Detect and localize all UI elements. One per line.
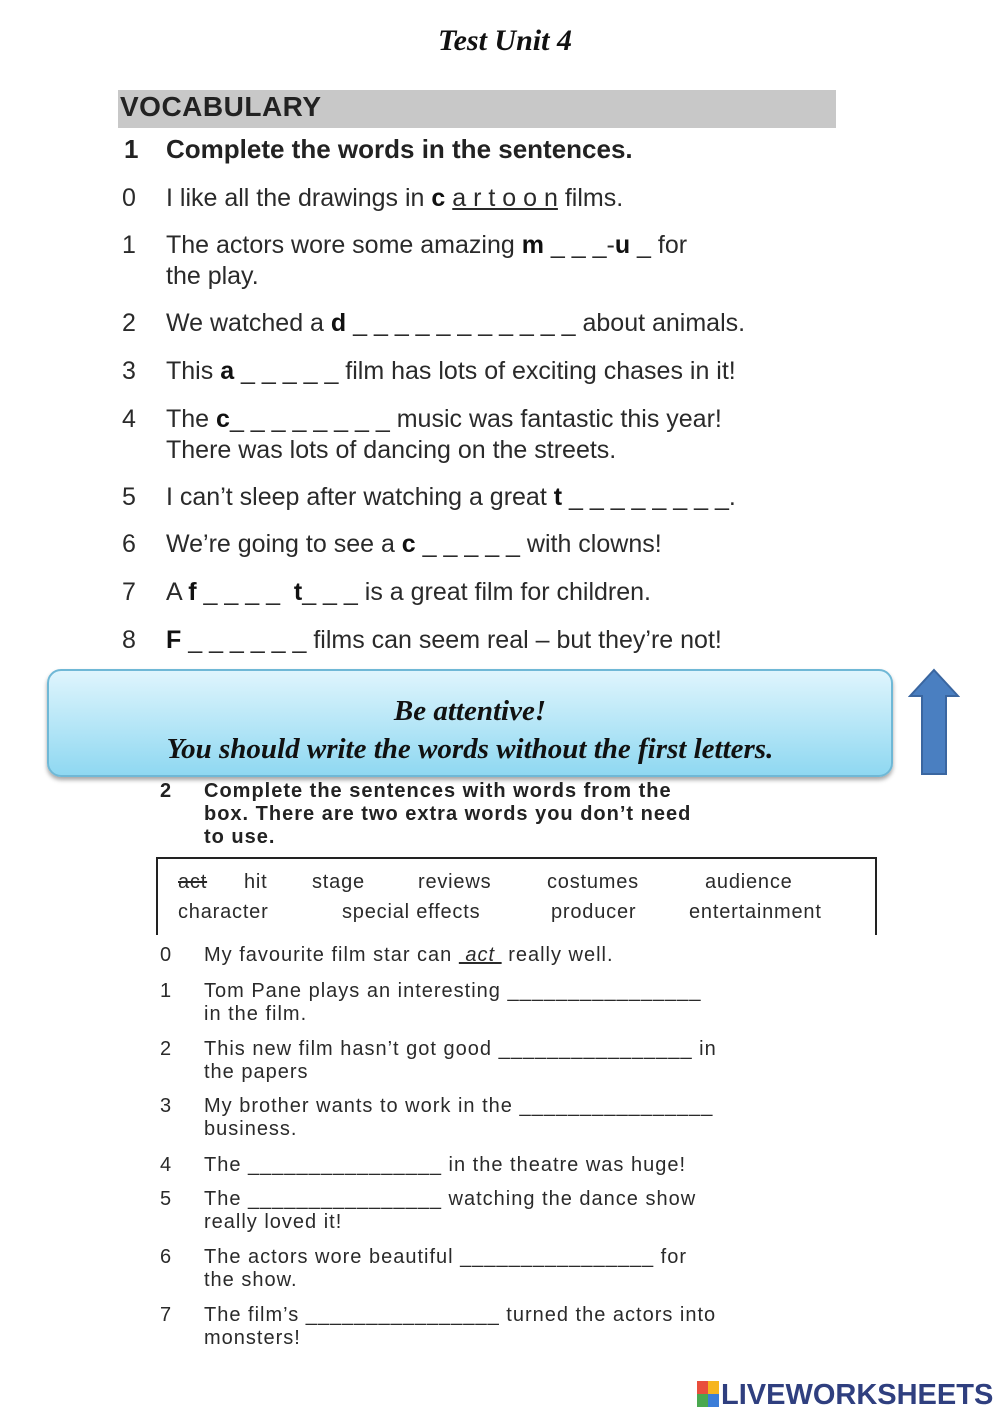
ex1-gap[interactable]: _ _ _ _ _ <box>415 530 527 558</box>
ex1-gap[interactable]: _ _ _ _ <box>196 578 294 606</box>
section-header <box>118 90 836 128</box>
word-box-word: audience <box>705 871 793 893</box>
ex1-gap[interactable]: _ _ _ _ _ _ _ _ _ _ _ <box>346 309 583 337</box>
word-box-word: special effects <box>342 901 481 923</box>
notice-line-2: You should write the words without the first letters. <box>166 733 774 765</box>
word-box-word: stage <box>312 871 365 893</box>
logo-mark-icon <box>697 1381 719 1407</box>
ex2-blank[interactable]: ________________ <box>519 1095 714 1117</box>
ex2-blank[interactable]: ________________ <box>460 1246 655 1268</box>
ex1-gap[interactable]: _ _ _ _ _ _ <box>181 626 314 654</box>
word-box-word: character <box>178 901 269 923</box>
word-box <box>156 857 877 935</box>
ex2-blank[interactable]: ________________ <box>248 1154 442 1176</box>
ex1-gap[interactable]: _ _ _ _ _ _ _ _ <box>229 405 397 433</box>
word-box-word: entertainment <box>689 901 822 923</box>
up-arrow-icon <box>908 668 960 776</box>
ex1-example-answer: a r t o o n <box>452 184 558 212</box>
logo-text: LIVEWORKSHEETS <box>721 1379 994 1411</box>
exercise1-number: 1 <box>124 134 139 164</box>
ex2-blank[interactable]: ________________ <box>507 980 702 1002</box>
ex2-example-answer: act <box>458 944 502 966</box>
ex2-blank[interactable]: ________________ <box>498 1038 693 1060</box>
ex1-gap[interactable]: _ _ _ _ _ _ _ _ <box>562 483 729 511</box>
exercise1-instruction: 1 Complete the words in the sentences. <box>124 134 633 164</box>
word-box-word: producer <box>551 901 637 923</box>
ex1-gap[interactable]: _ _ _ <box>302 578 365 606</box>
section-title: VOCABULARY <box>120 91 322 122</box>
word-box-word: act <box>178 871 208 893</box>
word-box-word: hit <box>244 871 268 893</box>
word-box-word: costumes <box>547 871 639 893</box>
notice-callout <box>47 669 893 777</box>
ex1-gap[interactable]: _ _ _ _ _ <box>234 357 346 385</box>
ex2-blank[interactable]: ________________ <box>305 1304 500 1326</box>
exercise2-number: 2 <box>160 780 173 802</box>
notice-line-1: Be attentive! <box>393 695 547 727</box>
word-box-word: reviews <box>418 871 492 893</box>
ex1-gap[interactable]: _ <box>630 231 658 259</box>
ex2-blank[interactable]: ________________ <box>248 1188 442 1210</box>
page-title: Test Unit 4 <box>438 24 572 57</box>
ex1-gap[interactable]: _ _ _- <box>543 231 615 259</box>
